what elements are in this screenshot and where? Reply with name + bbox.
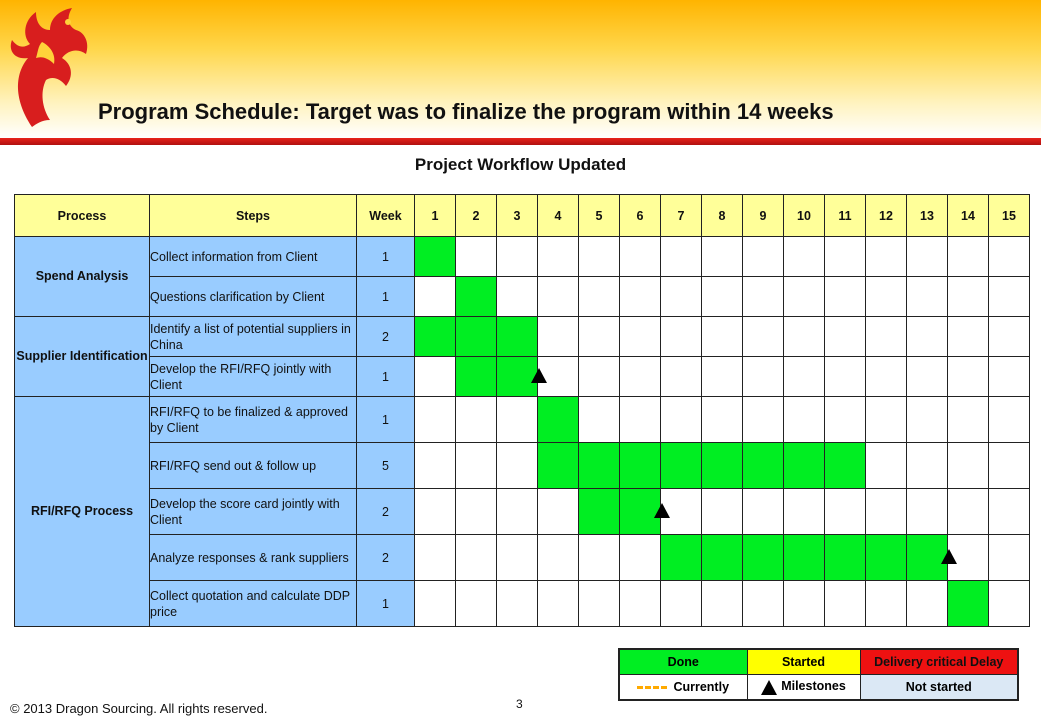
empty-cell	[866, 581, 907, 627]
empty-cell	[415, 581, 456, 627]
empty-cell	[661, 237, 702, 277]
week-header-4: 4	[538, 195, 579, 237]
done-cell	[620, 443, 661, 489]
empty-cell	[497, 581, 538, 627]
empty-cell	[456, 443, 497, 489]
table-row	[15, 237, 1030, 277]
done-cell	[497, 317, 538, 357]
week-header-14: 14	[948, 195, 989, 237]
empty-cell	[743, 357, 784, 397]
step-cell: Develop the score card jointly with Client	[150, 489, 357, 535]
week-count-cell: 1	[357, 237, 415, 277]
done-cell	[743, 443, 784, 489]
week-count-cell: 1	[357, 357, 415, 397]
done-cell	[784, 443, 825, 489]
empty-cell	[702, 237, 743, 277]
week-header: Week	[357, 195, 415, 237]
empty-cell	[702, 277, 743, 317]
done-cell	[743, 535, 784, 581]
empty-cell	[866, 317, 907, 357]
empty-cell	[784, 581, 825, 627]
week-header-15: 15	[989, 195, 1030, 237]
step-cell: Collect quotation and calculate DDP price	[150, 581, 357, 627]
empty-cell	[661, 357, 702, 397]
empty-cell	[743, 397, 784, 443]
empty-cell	[579, 277, 620, 317]
process-cell: Supplier Identification	[15, 317, 150, 397]
empty-cell	[702, 489, 743, 535]
legend-started: Started	[747, 649, 860, 675]
table-row	[15, 397, 1030, 443]
empty-cell	[948, 397, 989, 443]
empty-cell	[743, 581, 784, 627]
process-header: Process	[15, 195, 150, 237]
step-cell: RFI/RFQ to be finalized & approved by Client	[150, 397, 357, 443]
empty-cell	[661, 581, 702, 627]
empty-cell	[866, 237, 907, 277]
legend	[618, 648, 1019, 701]
empty-cell	[948, 277, 989, 317]
copyright: © 2013 Dragon Sourcing. All rights reserved.	[10, 701, 268, 716]
legend-not-started: Not started	[860, 675, 1018, 701]
empty-cell	[456, 489, 497, 535]
week-count-cell: 1	[357, 397, 415, 443]
empty-cell	[989, 397, 1030, 443]
schedule-table	[14, 194, 1030, 627]
header-row	[15, 195, 1030, 237]
step-cell: Develop the RFI/RFQ jointly with Client	[150, 357, 357, 397]
legend-done: Done	[619, 649, 747, 675]
header-divider	[0, 138, 1041, 145]
empty-cell	[579, 237, 620, 277]
process-cell: RFI/RFQ Process	[15, 397, 150, 627]
table-row	[15, 489, 1030, 535]
legend-delay: Delivery critical Delay	[860, 649, 1018, 675]
table-row	[15, 317, 1030, 357]
week-count-cell: 1	[357, 581, 415, 627]
done-cell	[538, 443, 579, 489]
milestone-icon	[941, 549, 957, 564]
empty-cell	[989, 535, 1030, 581]
done-cell	[456, 357, 497, 397]
done-cell	[661, 443, 702, 489]
done-cell	[825, 535, 866, 581]
week-header-5: 5	[579, 195, 620, 237]
week-header-6: 6	[620, 195, 661, 237]
empty-cell	[620, 237, 661, 277]
table-row	[15, 535, 1030, 581]
dragon-logo-icon	[2, 2, 94, 130]
done-cell	[456, 317, 497, 357]
table-subtitle: Project Workflow Updated	[414, 155, 627, 174]
page-number: 3	[516, 697, 523, 711]
week-header-11: 11	[825, 195, 866, 237]
empty-cell	[784, 277, 825, 317]
empty-cell	[907, 237, 948, 277]
empty-cell	[579, 397, 620, 443]
week-header-9: 9	[743, 195, 784, 237]
empty-cell	[456, 237, 497, 277]
empty-cell	[784, 397, 825, 443]
done-cell	[907, 535, 948, 581]
empty-cell	[620, 357, 661, 397]
done-cell	[702, 443, 743, 489]
empty-cell	[579, 581, 620, 627]
empty-cell	[620, 535, 661, 581]
page-title: Program Schedule: Target was to finalize the program within 14 weeks	[98, 99, 834, 124]
empty-cell	[825, 317, 866, 357]
empty-cell	[456, 535, 497, 581]
empty-cell	[948, 237, 989, 277]
empty-cell	[661, 397, 702, 443]
empty-cell	[538, 317, 579, 357]
week-count-cell: 1	[357, 277, 415, 317]
empty-cell	[538, 581, 579, 627]
empty-cell	[743, 489, 784, 535]
empty-cell	[784, 317, 825, 357]
empty-cell	[497, 397, 538, 443]
week-header-13: 13	[907, 195, 948, 237]
step-cell: Analyze responses & rank suppliers	[150, 535, 357, 581]
table-row	[15, 443, 1030, 489]
empty-cell	[948, 443, 989, 489]
table-row	[15, 277, 1030, 317]
empty-cell	[579, 317, 620, 357]
empty-cell	[620, 397, 661, 443]
done-cell	[579, 489, 620, 535]
empty-cell	[866, 489, 907, 535]
empty-cell	[620, 317, 661, 357]
empty-cell	[415, 357, 456, 397]
legend-currently	[619, 675, 747, 701]
empty-cell	[620, 581, 661, 627]
empty-cell	[866, 277, 907, 317]
done-cell	[579, 443, 620, 489]
empty-cell	[784, 237, 825, 277]
week-count-cell: 2	[357, 489, 415, 535]
empty-cell	[620, 277, 661, 317]
step-cell: Questions clarification by Client	[150, 277, 357, 317]
empty-cell	[579, 535, 620, 581]
empty-cell	[538, 237, 579, 277]
empty-cell	[743, 237, 784, 277]
empty-cell	[907, 489, 948, 535]
empty-cell	[907, 443, 948, 489]
done-cell	[415, 237, 456, 277]
empty-cell	[866, 443, 907, 489]
empty-cell	[497, 277, 538, 317]
done-cell	[538, 397, 579, 443]
empty-cell	[989, 357, 1030, 397]
empty-cell	[456, 581, 497, 627]
empty-cell	[579, 357, 620, 397]
process-cell: Spend Analysis	[15, 237, 150, 317]
milestone-icon	[654, 503, 670, 518]
done-cell	[661, 535, 702, 581]
legend-milestones	[747, 675, 860, 701]
empty-cell	[825, 397, 866, 443]
week-header-2: 2	[456, 195, 497, 237]
done-cell	[784, 535, 825, 581]
empty-cell	[907, 277, 948, 317]
empty-cell	[702, 397, 743, 443]
table-row	[15, 581, 1030, 627]
empty-cell	[702, 317, 743, 357]
week-header-10: 10	[784, 195, 825, 237]
legend-milestones-label: Milestones	[781, 679, 846, 694]
empty-cell	[948, 317, 989, 357]
empty-cell	[538, 277, 579, 317]
empty-cell	[497, 237, 538, 277]
empty-cell	[825, 489, 866, 535]
empty-cell	[538, 535, 579, 581]
empty-cell	[661, 317, 702, 357]
dashed-line-icon	[637, 686, 667, 689]
empty-cell	[825, 357, 866, 397]
week-count-cell: 2	[357, 535, 415, 581]
empty-cell	[989, 489, 1030, 535]
empty-cell	[702, 581, 743, 627]
empty-cell	[825, 277, 866, 317]
week-header-7: 7	[661, 195, 702, 237]
week-header-12: 12	[866, 195, 907, 237]
milestone-triangle-icon	[761, 680, 777, 695]
empty-cell	[538, 489, 579, 535]
empty-cell	[456, 397, 497, 443]
empty-cell	[825, 581, 866, 627]
empty-cell	[661, 277, 702, 317]
empty-cell	[497, 443, 538, 489]
done-cell	[866, 535, 907, 581]
empty-cell	[866, 397, 907, 443]
empty-cell	[784, 489, 825, 535]
empty-cell	[743, 277, 784, 317]
done-cell	[456, 277, 497, 317]
week-count-cell: 2	[357, 317, 415, 357]
empty-cell	[743, 317, 784, 357]
empty-cell	[825, 237, 866, 277]
step-cell: Collect information from Client	[150, 237, 357, 277]
empty-cell	[415, 443, 456, 489]
week-header-3: 3	[497, 195, 538, 237]
done-cell	[415, 317, 456, 357]
empty-cell	[702, 357, 743, 397]
done-cell	[620, 489, 661, 535]
empty-cell	[989, 581, 1030, 627]
done-cell	[702, 535, 743, 581]
week-count-cell: 5	[357, 443, 415, 489]
done-cell	[825, 443, 866, 489]
empty-cell	[907, 581, 948, 627]
empty-cell	[497, 489, 538, 535]
done-cell	[948, 581, 989, 627]
steps-header: Steps	[150, 195, 357, 237]
legend-currently-label: Currently	[673, 680, 730, 694]
empty-cell	[989, 317, 1030, 357]
empty-cell	[784, 357, 825, 397]
week-header-8: 8	[702, 195, 743, 237]
empty-cell	[907, 317, 948, 357]
empty-cell	[497, 535, 538, 581]
empty-cell	[415, 535, 456, 581]
empty-cell	[907, 357, 948, 397]
empty-cell	[415, 397, 456, 443]
empty-cell	[415, 277, 456, 317]
empty-cell	[907, 397, 948, 443]
empty-cell	[989, 277, 1030, 317]
empty-cell	[948, 357, 989, 397]
empty-cell	[415, 489, 456, 535]
empty-cell	[989, 237, 1030, 277]
table-row	[15, 357, 1030, 397]
done-cell	[497, 357, 538, 397]
empty-cell	[948, 489, 989, 535]
step-cell: RFI/RFQ send out & follow up	[150, 443, 357, 489]
empty-cell	[866, 357, 907, 397]
empty-cell	[989, 443, 1030, 489]
step-cell: Identify a list of potential suppliers in China	[150, 317, 357, 357]
milestone-icon	[531, 368, 547, 383]
week-header-1: 1	[415, 195, 456, 237]
